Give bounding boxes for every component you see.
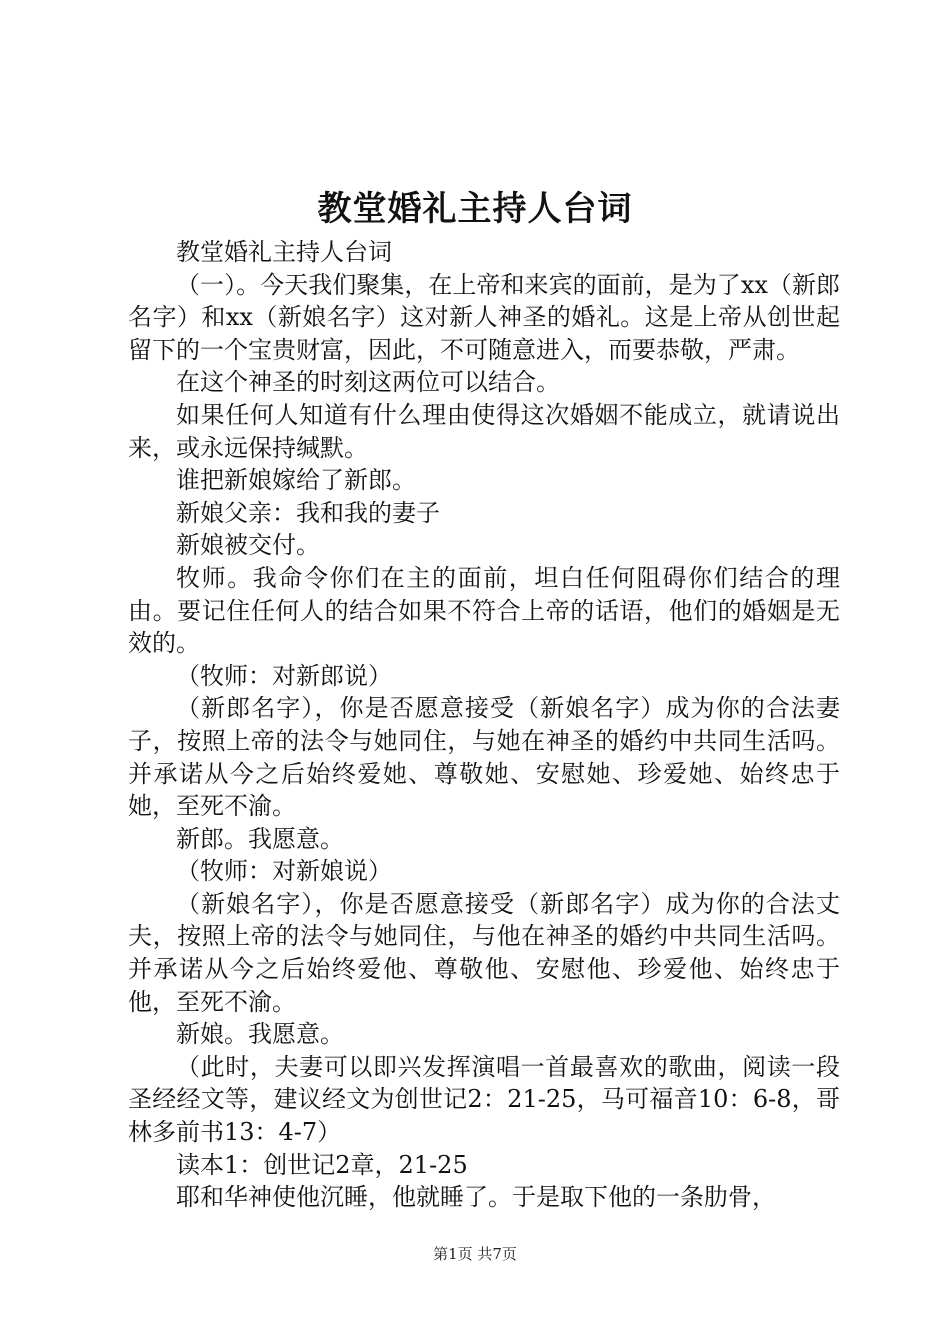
paragraph: 读本1：创世记2章，21-25: [176, 1150, 468, 1179]
paragraph: 新娘。我愿意。: [176, 1020, 344, 1049]
paragraph: 新娘被交付。: [176, 531, 320, 560]
paragraph: （一）。今天我们聚集，在上帝和来宾的面前，是为了xx（新郎名字）和xx（新娘名字）这对新人神圣的婚礼。这是上帝从创世起留下的一个宝贵财富，因此，不可随意进入，而要恭敬，严肃。: [128, 270, 840, 364]
paragraph: （牧师：对新郎说）: [176, 661, 392, 690]
paragraph: 在这个神圣的时刻这两位可以结合。: [176, 368, 560, 397]
paragraph: （牧师：对新娘说）: [176, 857, 392, 886]
paragraph: （新娘名字），你是否愿意接受（新郎名字）成为你的合法丈夫，按照上帝的法令与她同住，与他在神圣的婚约中共同生活吗。并承诺从今之后始终爱他、尊敬他、安慰他、珍爱他、始终忠于他，至死不渝。: [128, 889, 840, 1016]
paragraph: 耶和华神使他沉睡，他就睡了。于是取下他的一条肋骨，: [176, 1183, 776, 1212]
paragraph: 教堂婚礼主持人台词: [176, 238, 392, 266]
paragraph: 谁把新娘嫁给了新郎。: [176, 466, 416, 495]
paragraph: （新郎名字），你是否愿意接受（新娘名字）成为你的合法妻子，按照上帝的法令与她同住，与她在神圣的婚约中共同生活吗。并承诺从今之后始终爱她、尊敬她、安慰她、珍爱她、始终忠于她，至死不渝。: [128, 694, 840, 821]
paragraph: 新娘父亲：我和我的妻子: [176, 498, 440, 527]
paragraph: 新郎。我愿意。: [176, 824, 344, 853]
paragraph: （此时，夫妻可以即兴发挥演唱一首最喜欢的歌曲，阅读一段圣经经文等，建议经文为创世记2：21-25，马可福音10：6-8，哥林多前书13：4-7）: [128, 1052, 840, 1147]
page-footer: 第1页 共7页: [433, 1245, 517, 1263]
page-title: 教堂婚礼主持人台词: [317, 189, 633, 229]
paragraph: 牧师。我命令你们在主的面前，坦白任何阻碍你们结合的理由。要记住任何人的结合如果不符合上帝的话语，他们的婚姻是无效的。: [128, 563, 840, 658]
document-body: [128, 236, 840, 1214]
paragraph: 如果任何人知道有什么理由使得这次婚姻不能成立，就请说出来，或永远保持缄默。: [128, 400, 840, 462]
